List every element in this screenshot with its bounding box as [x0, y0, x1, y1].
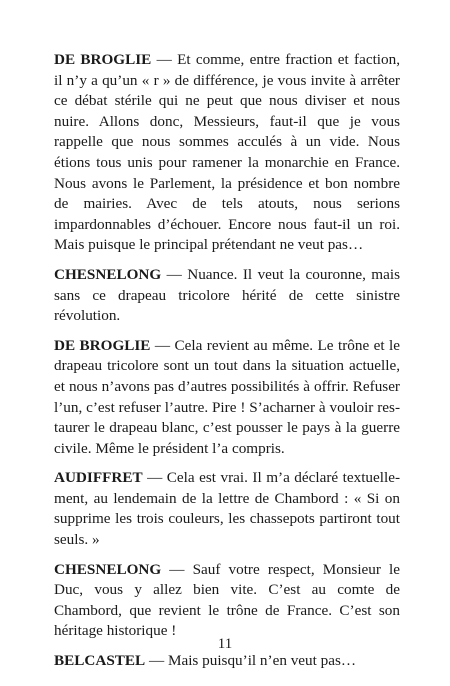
page-number: 11 [217, 636, 233, 652]
speech-text: — Nuance. Il veut la couronne, mais sans ce drapeau tricolore hérité de cette sinistre révolution. [54, 265, 400, 325]
speech-text: — Cela est vrai. Il m’a déclaré textuellement, au lendemain de la lettre de Chambord : « Si on supprime les trois couleurs, les chassepots partiront tout seuls. » [54, 469, 400, 549]
dialogue-paragraph [54, 50, 400, 256]
speaker-name: AUDIFFRET [54, 469, 143, 487]
dialogue-paragraph [54, 560, 400, 642]
dialogue-paragraph [54, 651, 400, 672]
dialogue-paragraph [54, 468, 400, 550]
speaker-name: CHESNELONG [54, 265, 162, 283]
dialogue-paragraph [54, 336, 400, 460]
dialogue-paragraph [54, 265, 400, 327]
speech-text: — Cela revient au même. Le trône et le drapeau tricolore sont un tout dans la situation actuelle, et nous n’avons pas d’autres possibilités à offrir. Refuser l’un, c’est refuser l’autre. Pire ! S’acharner à vouloir restaurer le drapeau blanc, c’est pousser le pays à la guerre civile. Même le président l’a compris. [54, 336, 400, 457]
speaker-name: DE BROGLIE [54, 336, 151, 354]
dialogue-text [54, 50, 400, 681]
speech-text: — Et comme, entre fraction et faction, il n’y a qu’un « r » de différence, je vous invite à arrêter ce débat stérile qui ne peut que nous diviser et nous nuire. Allons donc, Messieurs, faut-il que je vous rappelle que nous sommes acculés à un vide. Nous étions tous unis pour ramener la monarchie en France. Nous avons le Parlement, la présidence et bon nombre de mairies. Avec de tels atouts, nous serions impardonnables d’échouer. Encore nous faut-il un roi. Mais puisque le principal prétendant ne veut pas… [54, 51, 401, 254]
speech-text: — Sauf votre respect, Monsieur le Duc, vous y allez bien vite. C’est au comte de Chambord, que revient le trône de France. C’est son héritage historique ! [54, 560, 400, 640]
speaker-name: DE BROGLIE [54, 51, 152, 68]
speaker-name: BELCASTEL [54, 652, 146, 670]
speech-text: — Mais puisqu’il n’en veut pas… [145, 652, 357, 670]
speaker-name: CHESNELONG [54, 560, 162, 578]
